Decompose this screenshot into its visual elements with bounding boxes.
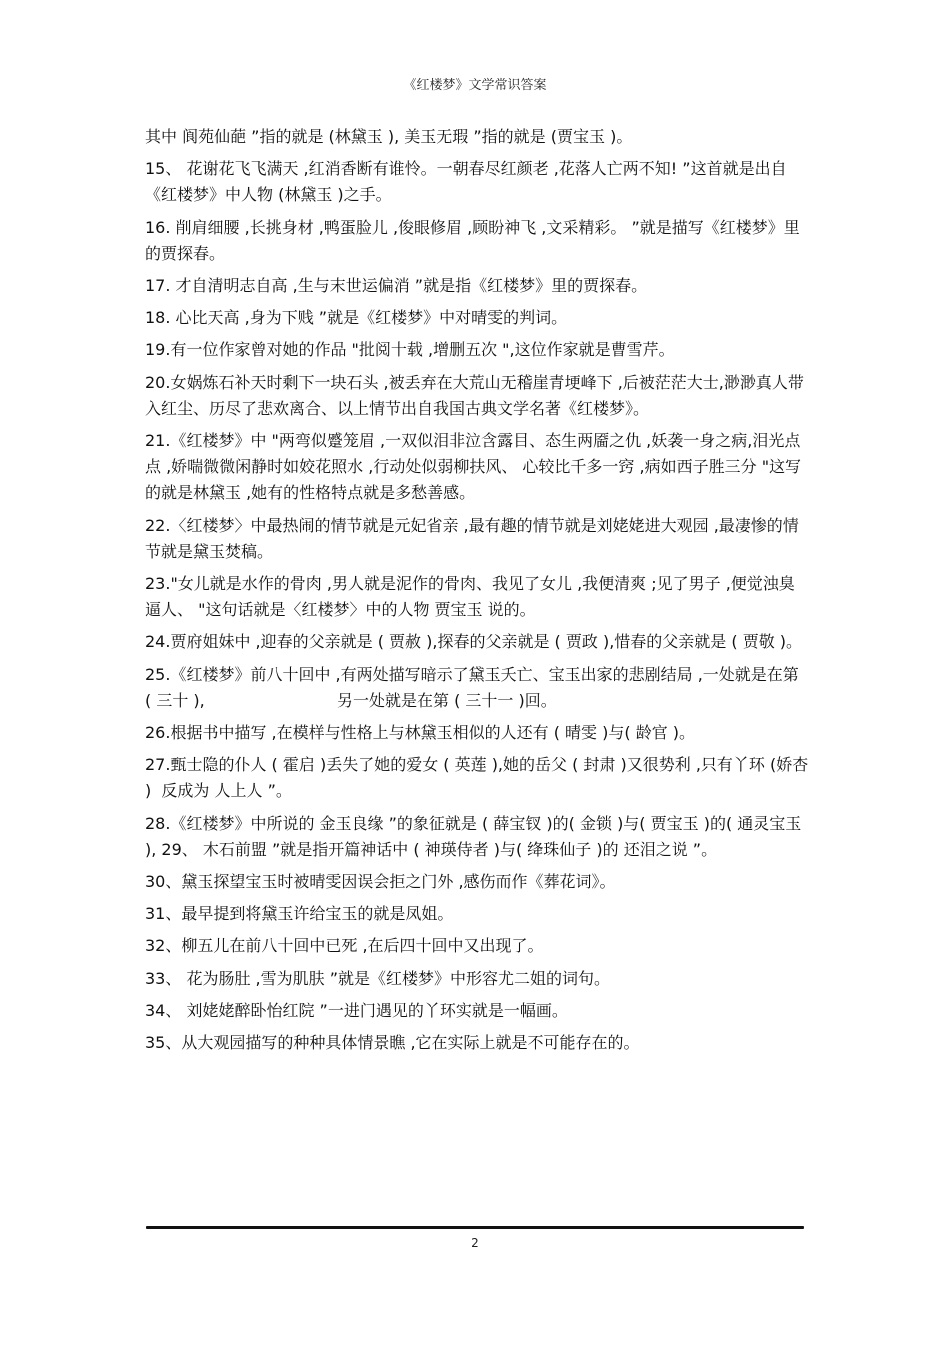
paragraph: 16. 削肩细腰 ,长挑身材 ,鸭蛋脸儿 ,俊眼修眉 ,顾盼神飞 ,文采精彩。 ”就是描写《红楼梦》里的贾探春。 <box>145 217 800 263</box>
paragraph: 28.《红楼梦》中所说的 金玉良缘 ”的象征就是 ( 薛宝钗 )的( 金锁 )与( 贾宝玉 )的( 通灵宝玉 ), 29、 木石前盟 ”就是指开篇神话中 ( 神瑛侍者 )与( 绛珠仙子 )的 还泪之说 ”。 <box>145 813 807 859</box>
paragraph: 34、 刘姥姥醉卧怡红院 ”一进门遇见的丫环实就是一幅画。 <box>145 1000 568 1020</box>
paragraph: 其中 阆苑仙葩 ”指的就是 (林黛玉 ), 美玉无瑕 ”指的就是 (贾宝玉 )。 <box>145 127 633 146</box>
footer-divider <box>146 1226 804 1229</box>
paragraph: 17. 才自清明志自高 ,生与末世运偏消 ”就是指《红楼梦》里的贾探春。 <box>145 276 648 296</box>
page-number: 2 <box>471 1236 479 1250</box>
paragraph: 27.甄士隐的仆人 ( 霍启 )丢失了她的爱女 ( 英莲 ),她的岳父 ( 封肃 )又很势利 ,只有丫环 (娇杏 ) 反成为 人上人 ”。 <box>145 755 814 801</box>
paragraph: 26.根据书中描写 ,在模样与性格上与林黛玉相似的人还有 ( 晴雯 )与( 龄官 )。 <box>145 723 696 743</box>
page-header-title: 《红楼梦》文学常识答案 <box>403 78 547 93</box>
paragraph: 32、柳五儿在前八十回中已死 ,在后四十回中又出现了。 <box>145 936 544 956</box>
paragraph: 21.《红楼梦》中 "两弯似蹙笼眉 ,一双似泪非泣含露目、态生两靥之仇 ,妖袭一身之病,泪光点点 ,娇喘微微闲静时如姣花照水 ,行动处似弱柳扶风、 心较比千多一窍 ,病如西子胜三分 "这写的就是林黛玉 ,她有的性格特点就是多愁善感。 <box>145 431 802 503</box>
paragraph: 18. 心比天高 ,身为下贱 ”就是《红楼梦》中对晴雯的判词。 <box>145 308 568 328</box>
paragraph: 22.〈红楼梦〉中最热闹的情节就是元妃省亲 ,最有趣的情节就是刘姥姥进大观园 ,最凄惨的情节就是黛玉焚稿。 <box>145 515 799 561</box>
paragraph: 35、从大观园描写的种种具体情景瞧 ,它在实际上就是不可能存在的。 <box>145 1033 640 1053</box>
paragraph: 24.贾府姐妹中 ,迎春的父亲就是 ( 贾赦 ),探春的父亲就是 ( 贾政 ),惜春的父亲就是 ( 贾敬 )。 <box>145 632 803 652</box>
paragraph: 25.《红楼梦》前八十回中 ,有两处描写暗示了黛玉夭亡、宝玉出家的悲剧结局 ,一处就是在第 ( 三十 ), 另一处就是在第 ( 三十一 )回。 <box>145 664 804 710</box>
paragraph: 31、最早提到将黛玉许给宝玉的就是凤姐。 <box>145 904 454 924</box>
document-body <box>145 124 814 1062</box>
paragraph: 30、黛玉探望宝玉时被晴雯因误会拒之门外 ,感伤而作《葬花词》。 <box>145 872 616 892</box>
paragraph: 15、 花谢花飞飞满天 ,红消香断有谁怜。一朝春尽红颜老 ,花落人亡两不知! ”这首就是出自《红楼梦》中人物 (林黛玉 )之手。 <box>145 159 787 205</box>
paragraph: 33、 花为肠肚 ,雪为肌肤 ”就是《红楼梦》中形容尤二姐的词句。 <box>145 968 610 988</box>
paragraph: 20.女娲炼石补天时剩下一块石头 ,被丢弃在大荒山无稽崖青埂峰下 ,后被茫茫大士,渺渺真人带入红尘、历尽了悲欢离合、以上情节出自我国古典文学名著《红楼梦》。 <box>145 372 804 418</box>
paragraph: 19.有一位作家曾对她的作品 "批阅十载 ,增删五次 ",这位作家就是曹雪芹。 <box>145 340 675 360</box>
paragraph: 23."女儿就是水作的骨肉 ,男人就是泥作的骨肉、我见了女儿 ,我便清爽 ;见了男子 ,便觉浊臭逼人、 "这句话就是〈红楼梦〉中的人物 贾宝玉 说的。 <box>145 574 795 620</box>
